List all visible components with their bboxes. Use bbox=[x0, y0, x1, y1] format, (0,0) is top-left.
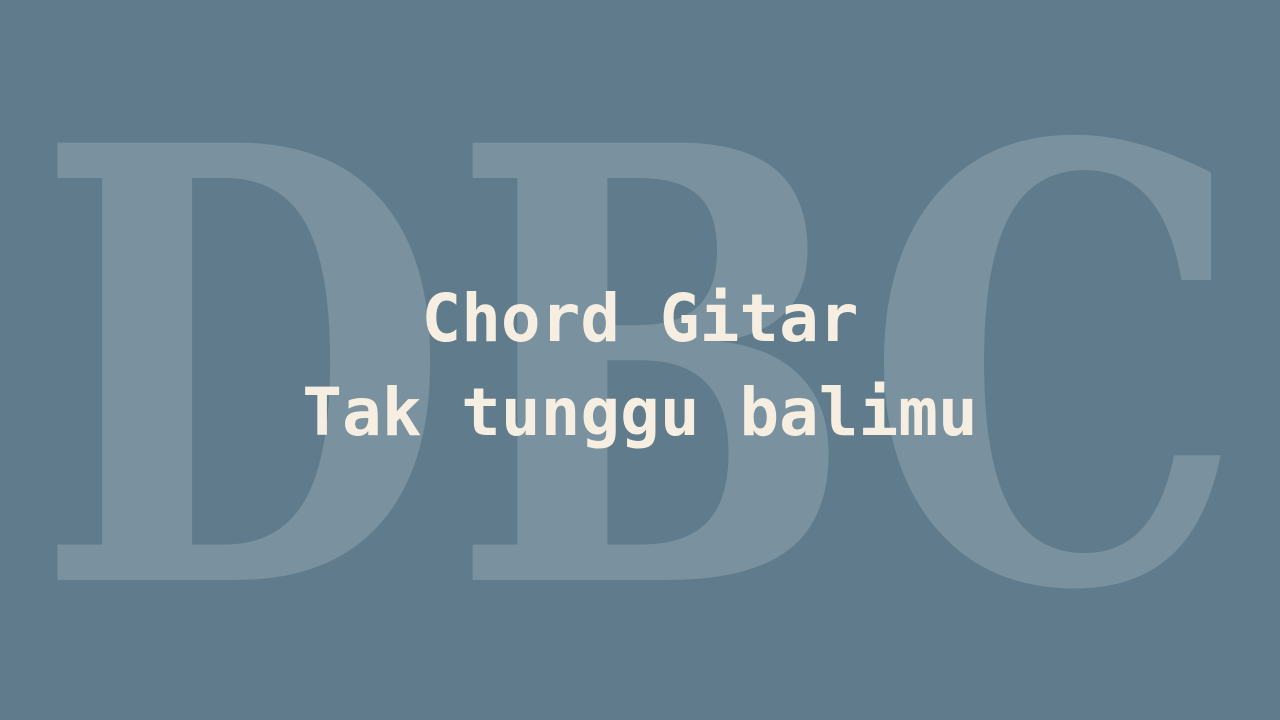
title-line-1: Chord Gitar bbox=[421, 280, 859, 357]
watermark-text: DBC bbox=[35, 17, 1245, 720]
title-line-2: Tak tunggu balimu bbox=[302, 374, 978, 451]
post-title bbox=[0, 272, 1280, 460]
